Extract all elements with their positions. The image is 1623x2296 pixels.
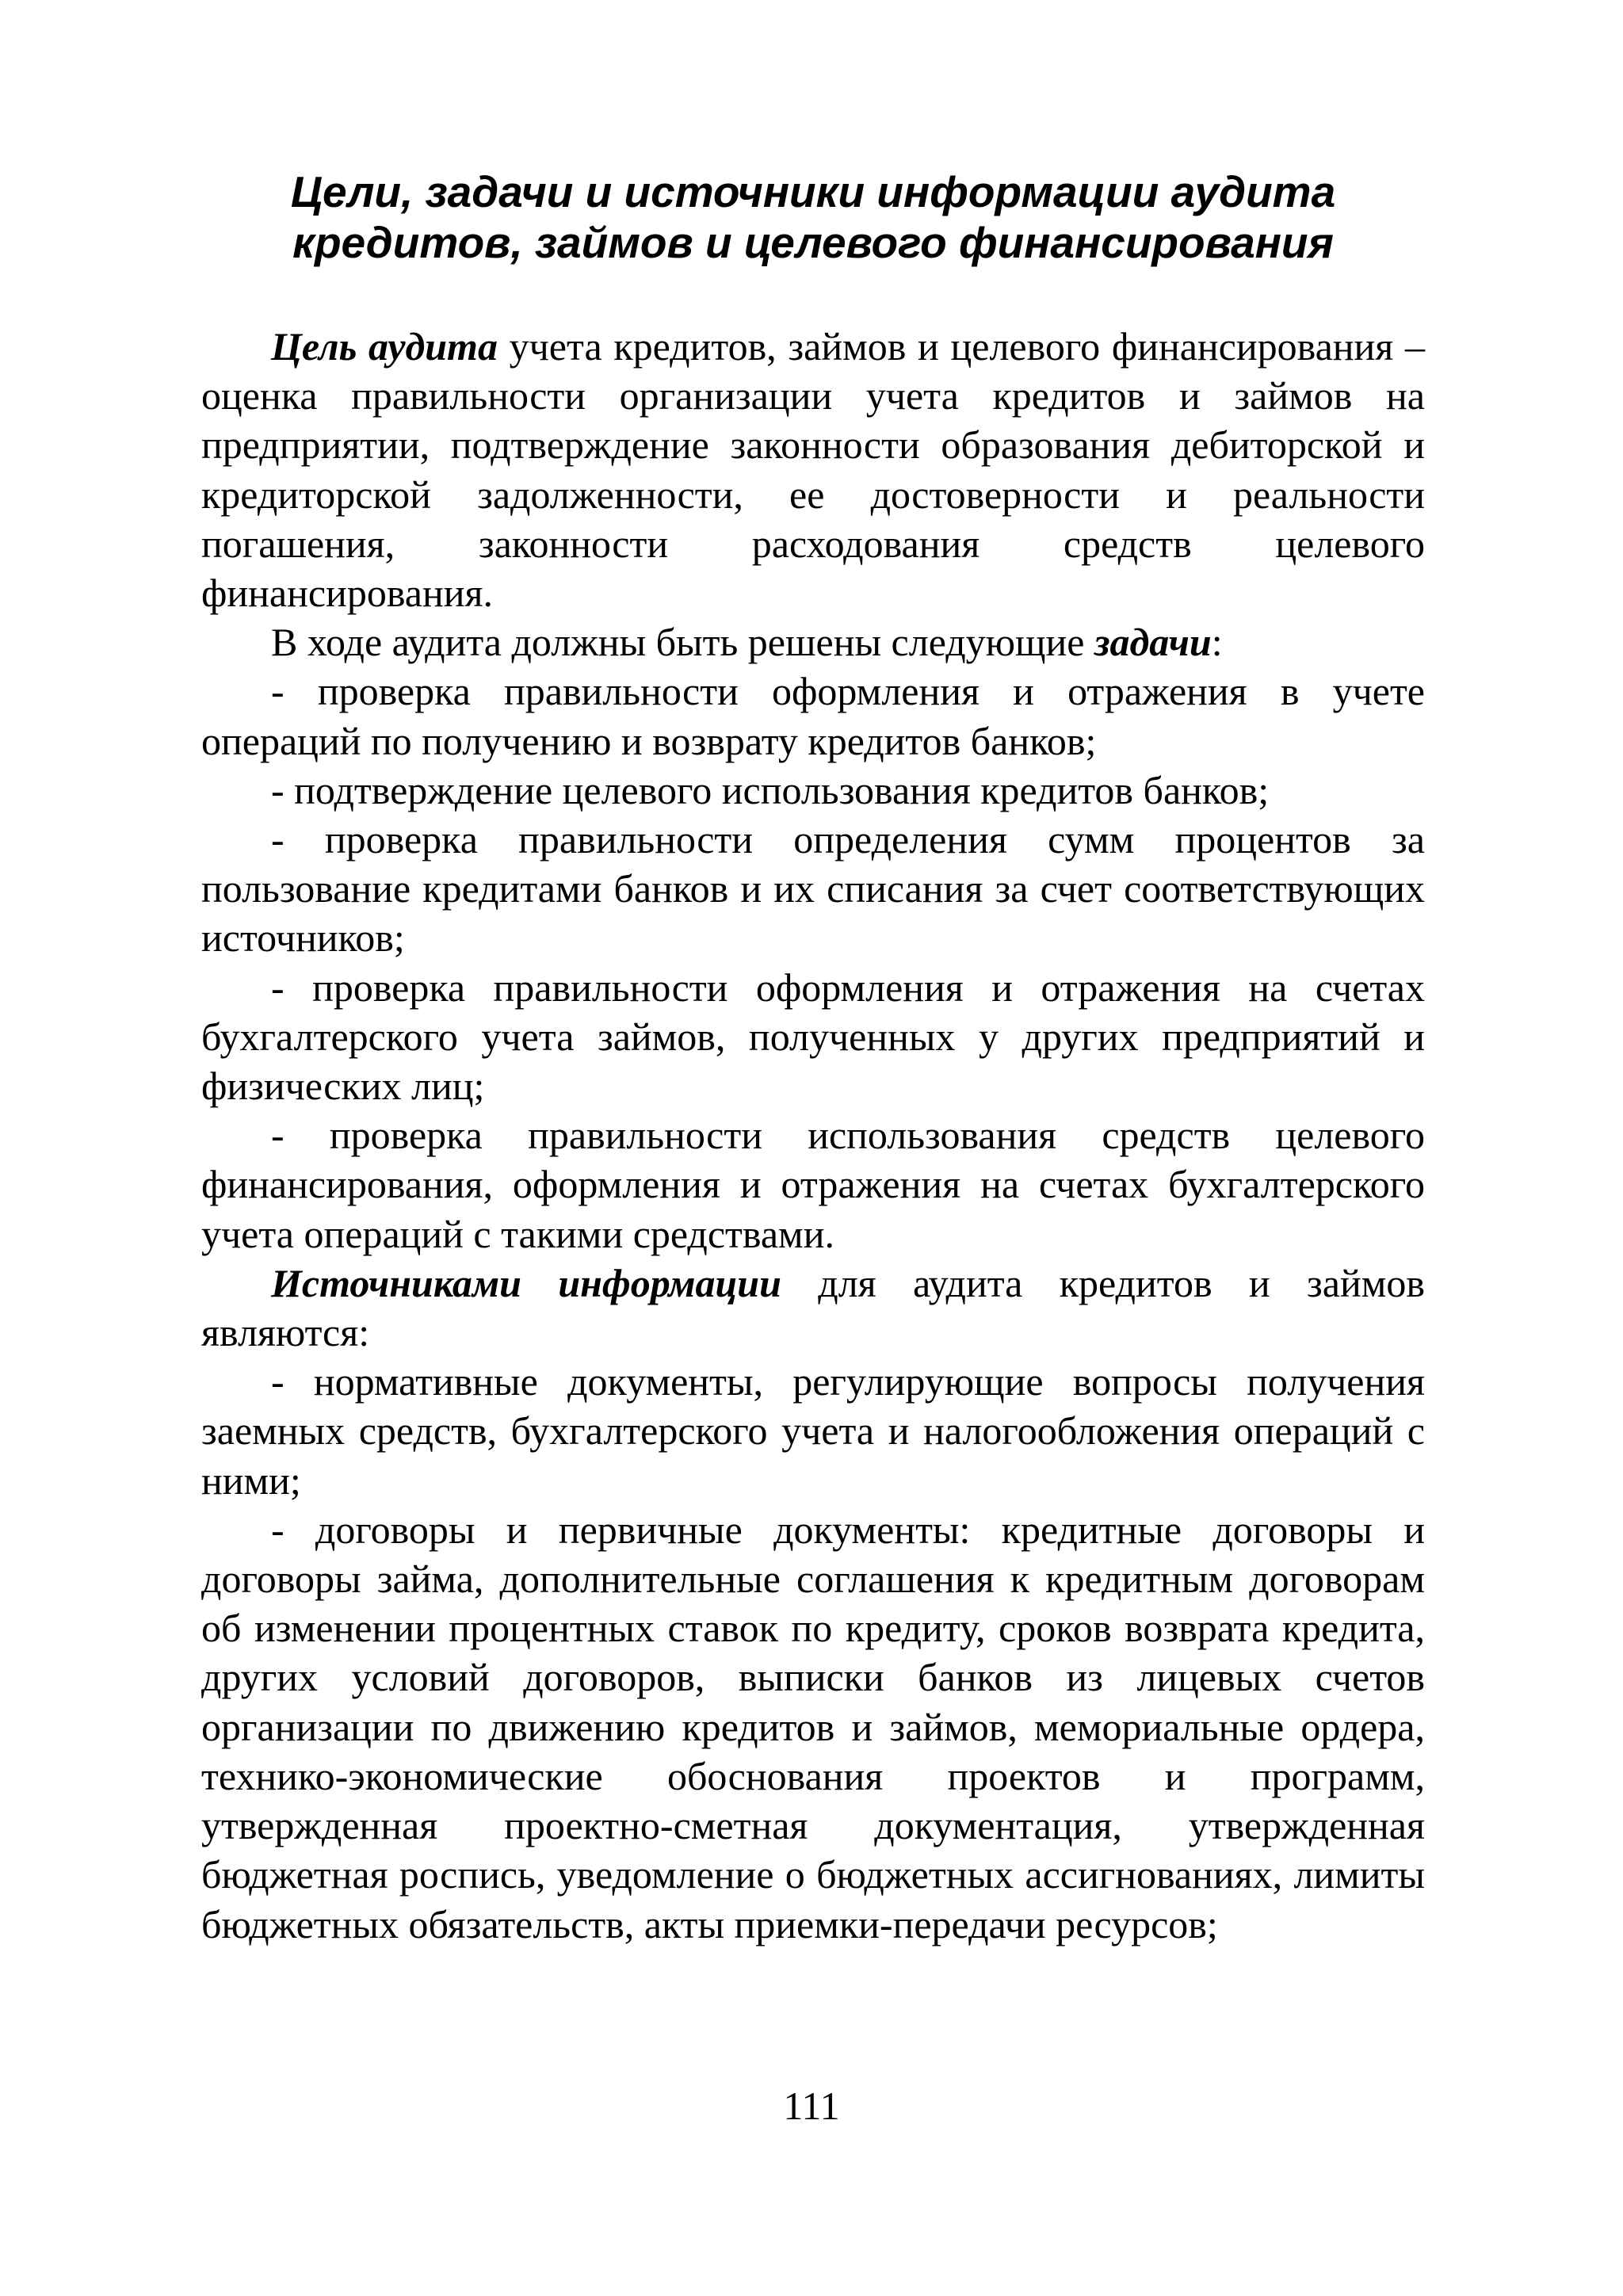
tasks-intro-term: задачи [1094, 620, 1212, 665]
sources-intro-paragraph [201, 1259, 1425, 1357]
task-item: - проверка правильности оформления и отражения в учете операций по получению и возврату кредитов банков; [201, 669, 1425, 763]
source-item: - договоры и первичные документы: кредитные договоры и договоры займа, дополнительные соглашения к кредитным договорам об изменении процентных ставок по кредиту, сроков возврата кредита, других условий договоров, выписки банков из лицевых счетов организации по движению кредитов и займов, мемориальные ордера, технико-экономические обоснования проектов и программ, утвержденная проектно-сметная документация, утвержденная бюджетная роспись, уведомление о бюджетных ассигнованиях, лимиты бюджетных обязательств, акты приемки-передачи ресурсов; [201, 1507, 1425, 1946]
task-item: - подтверждение целевого использования кредитов банков; [271, 767, 1270, 812]
section-title-line-1: Цели, задачи и источники информации аудита [290, 167, 1336, 216]
task-item: - проверка правильности определения сумм процентов за пользование кредитами банков и их списания за счет соответствующих источников; [201, 817, 1425, 961]
source-item: - нормативные документы, регулирующие вопросы получения заемных средств, бухгалтерского учета и налогообложения операций с ними; [201, 1359, 1425, 1503]
sources-lead-term: Источниками информации [271, 1260, 781, 1305]
page-number: 111 [783, 2084, 840, 2128]
tasks-intro-paragraph [201, 617, 1425, 667]
sources-intro-text: для аудита кредитов и займов являются: [201, 1260, 1425, 1355]
tasks-intro-before: В ходе аудита должны быть решены следующие [271, 620, 1094, 665]
goal-paragraph [201, 322, 1425, 617]
section-title-line-2: кредитов, займов и целевого финансирования [292, 218, 1334, 267]
section-title [201, 166, 1425, 268]
task-item: - проверка правильности оформления и отражения на счетах бухгалтерского учета займов, полученных у других предприятий и физических лиц; [201, 965, 1425, 1109]
body-text [201, 322, 1425, 1949]
goal-lead-term: Цель аудита [271, 324, 498, 369]
task-item: - проверка правильности использования средств целевого финансирования, оформления и отражения на счетах бухгалтерского учета операций с такими средствами. [201, 1113, 1425, 1256]
page-content [201, 166, 1425, 1949]
goal-text: учета кредитов, займов и целевого финансирования – оценка правильности организации учета кредитов и займов на предприятии, подтверждение законности образования дебиторской и кредиторской задолженности, ее достоверности и реальности погашения, законности расходования средств целевого финансирования. [201, 324, 1425, 616]
tasks-intro-after: : [1211, 620, 1223, 665]
